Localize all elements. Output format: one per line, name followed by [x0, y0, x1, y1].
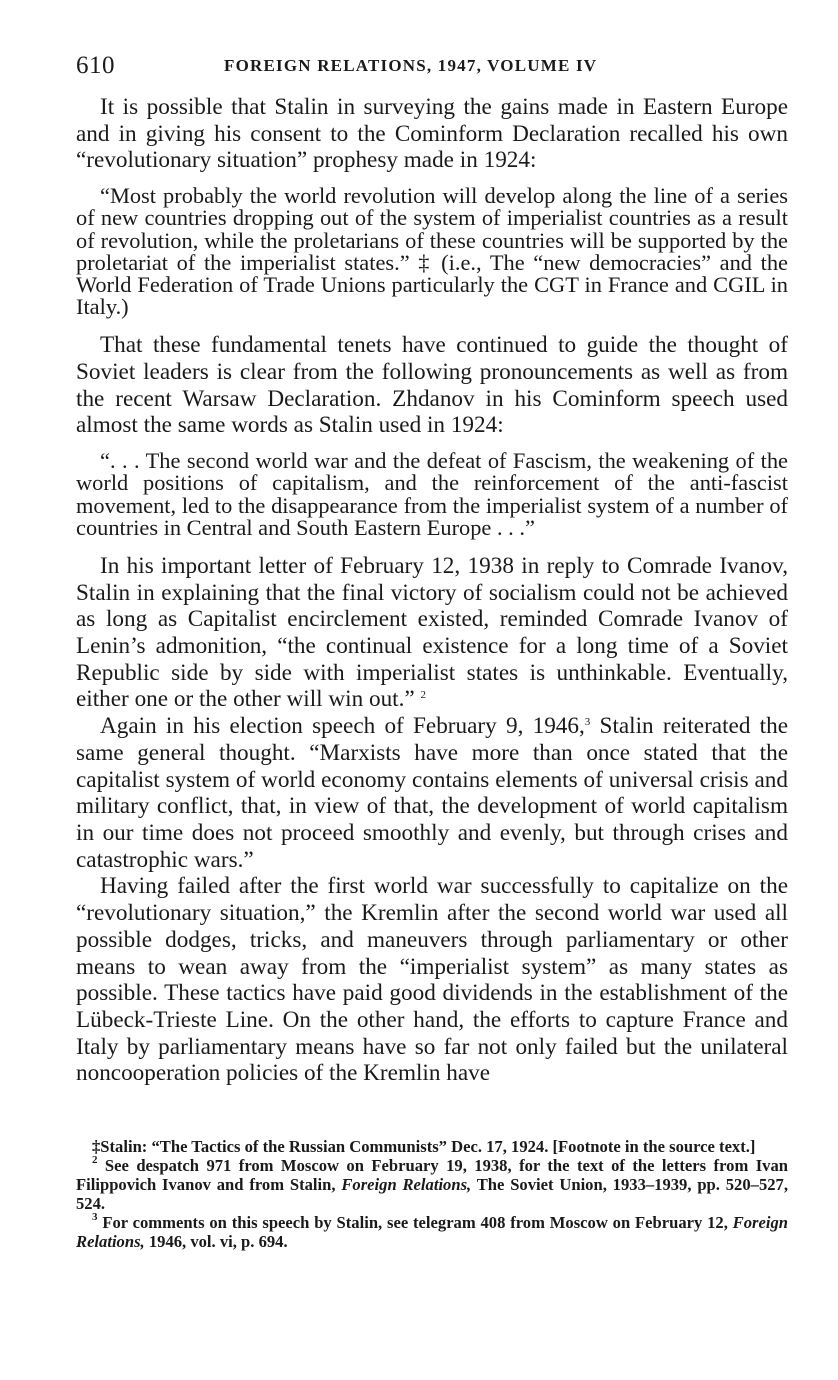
footnotes	[76, 1137, 788, 1251]
footnote-2-italic: Foreign Relations,	[341, 1175, 472, 1194]
quote-zhdanov: “. . . The second world war and the defeat of Fascism, the weakening of the world positions of capitalism, and the reinforcement of the anti-fascist movement, led to the disappearance from the imperialist system of a number of countries in Central and South Eastern Europe . . .”	[76, 448, 788, 540]
paragraph-4-text-a: Again in his election speech of February 9, 1946,	[100, 713, 585, 740]
footnote-ref-3: 3	[584, 716, 591, 729]
paragraph-5: Having failed after the first world war successfully to capitalize on the “revolutionary situation,” the Kremlin after the second world war used all possible dodges, tricks, and maneuvers through parliamentary or other means to wean away from the “imperialist system” as many states as possible. These tactics have paid good dividends in the establishment of the Lübeck-Trieste Line. On the other hand, the efforts to capture France and Italy by parliamentary means have so far not only failed but the unilateral noncooperation policies of the Kremlin have	[76, 873, 788, 1087]
footnote-dagger: ‡Stalin: “The Tactics of the Russian Communists” Dec. 17, 1924. [Footnote in the source text.]	[92, 1137, 756, 1156]
paragraph-2: That these fundamental tenets have continued to guide the thought of Soviet leaders is clear from the following pronouncements as well as from the recent Warsaw Declaration. Zhdanov in his Cominform speech used almost the same words as Stalin used in 1924:	[76, 332, 788, 439]
document-page	[76, 48, 788, 1087]
running-head: FOREIGN RELATIONS, 1947, VOLUME IV	[224, 56, 598, 75]
footnote-3	[76, 1213, 788, 1251]
paragraph-4-text-b: Stalin reiterated the same general thought. “Marxists have more than once stated that the capitalist system of world economy contains elements of universal crisis and military conflict, that, in view of that, the development of world capitalism in our time does not proceed smoothly and evenly, but through crises and catastrophic wars.”	[76, 713, 789, 873]
footnote-2-text-a: See despatch 971 from Moscow on February 19, 1938, for the text of the letters from Ivan Filippovich Ivanov and from Stalin,	[76, 1156, 788, 1194]
footnote-3-text-a: For comments on this speech by Stalin, see telegram 408 from Moscow on February 12,	[97, 1213, 733, 1232]
paragraph-1: It is possible that Stalin in surveying the gains made in Eastern Europe and in giving his consent to the Cominform Declaration recalled his own “revolutionary situation” prophesy made in 1924:	[76, 94, 788, 174]
paragraph-3-text: In his important letter of February 12, 1938 in reply to Comrade Ivanov, Stalin in explaining that the final victory of socialism could not be achieved as long as Capitalist encirclement existed, reminded Comrade Ivanov of Lenin’s admonition, “the continual existence for a long time of a Soviet Republic side by side with imperialist states is unthinkable. Eventually, either one or the other will win out.”	[76, 552, 788, 713]
page-header	[76, 48, 788, 88]
footnote-3-marker: 3	[92, 1211, 98, 1223]
paragraph-4	[76, 713, 788, 873]
footnote-2-marker: 2	[92, 1154, 98, 1166]
footnote-3-text-b: 1946, vol. vi, p. 694.	[144, 1232, 288, 1251]
footnote-ref-2: 2	[420, 689, 426, 702]
footnote-3-italic: Foreign Relations,	[76, 1213, 788, 1251]
quote-stalin-1924: “Most probably the world revolution will develop along the line of a series of new countries dropping out of the system of imperialist countries as a result of revolution, while the proletarians of these countries will be supported by the proletariat of the imperialist states.” ‡ (i.e., The “new democracies” and the World Federation of Trade Unions particularly the CGT in France and CGIL in Italy.)	[76, 183, 788, 320]
page-number: 610	[76, 52, 115, 79]
footnote-2	[76, 1156, 788, 1213]
paragraph-3	[76, 553, 788, 713]
footnote-2-text-b: The Soviet Union, 1933–1939, pp. 520–527, 524.	[76, 1175, 788, 1213]
